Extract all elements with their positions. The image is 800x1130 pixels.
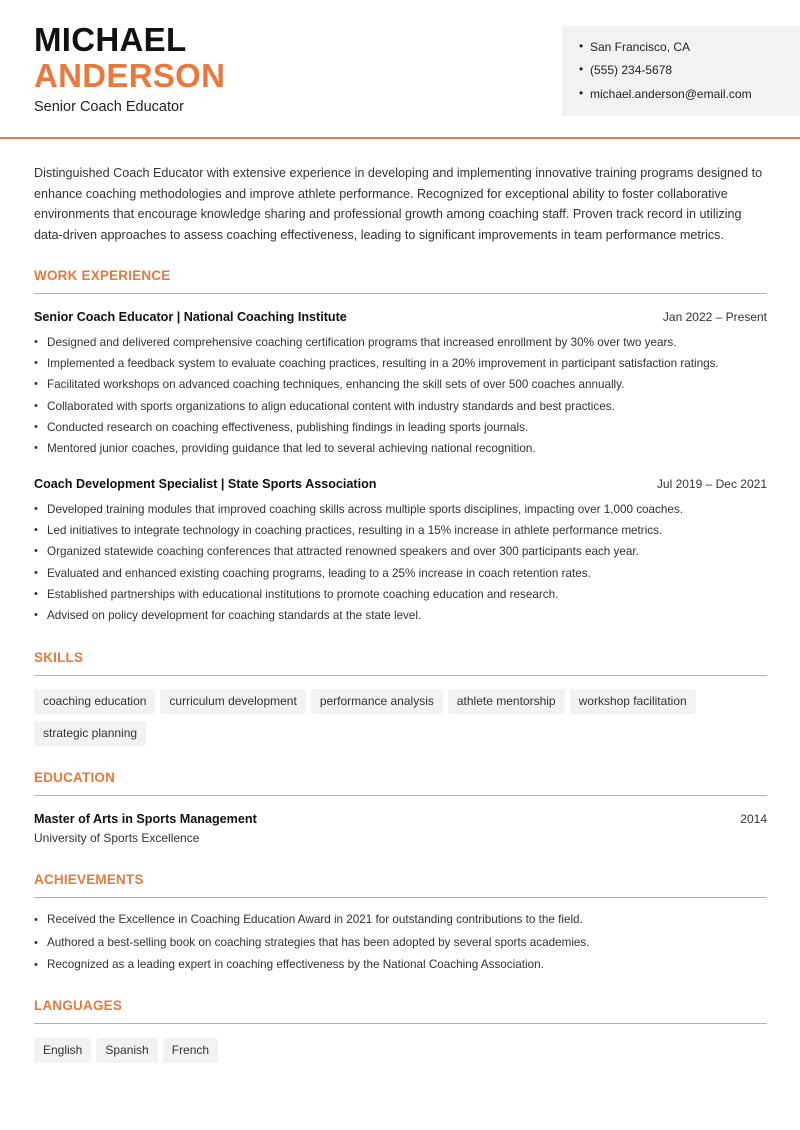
languages-list — [34, 1038, 774, 1070]
job-header — [34, 310, 767, 324]
skills-list — [34, 689, 774, 753]
list-item: • Developed training modules that improved coaching skills across multiple sports disciplines, impacting over 1,000 coaches. — [34, 499, 774, 520]
job-dates: Jan 2022 – Present — [662, 310, 767, 324]
list-item: • Mentored junior coaches, providing guidance that led to several achieving national recognition. — [34, 438, 774, 459]
job-bullets — [34, 332, 774, 459]
section-title-languages: LANGUAGES — [34, 998, 767, 1024]
contact-email[interactable]: • michael.anderson@email.com — [580, 87, 752, 101]
language-chip: French — [163, 1038, 218, 1063]
list-item: • Recognized as a leading expert in coaching effectiveness by the National Coaching Association. — [34, 954, 774, 977]
list-item: • Collaborated with sports organizations to align educational content with industry standards and best practices. — [34, 396, 774, 417]
job-role: Senior Coach Educator | National Coaching Institute — [34, 310, 347, 324]
education-year: 2014 — [740, 812, 767, 826]
resume-header — [0, 0, 800, 139]
contact-box — [562, 26, 800, 116]
skill-chip: athlete mentorship — [448, 689, 565, 714]
list-item: • Implemented a feedback system to evaluate coaching practices, resulting in a 20% improvement in participant satisfaction ratings. — [34, 353, 774, 374]
education-degree: Master of Arts in Sports Management — [34, 812, 257, 826]
skill-chip: coaching education — [34, 689, 155, 714]
section-title-work: WORK EXPERIENCE — [34, 268, 767, 294]
skill-chip: workshop facilitation — [570, 689, 696, 714]
job-role: Coach Development Specialist | State Sports Association — [34, 477, 377, 491]
list-item: • Organized statewide coaching conferences that attracted renowned speakers and over 300 participants each year. — [34, 541, 774, 562]
list-item: • Received the Excellence in Coaching Education Award in 2021 for outstanding contributions to the field. — [34, 909, 774, 932]
list-item: • Established partnerships with educational institutions to promote coaching education and research. — [34, 584, 774, 605]
list-item: • Conducted research on coaching effectiveness, publishing findings in leading sports journals. — [34, 417, 774, 438]
section-title-skills: SKILLS — [34, 650, 767, 676]
contact-phone: • (555) 234-5678 — [580, 63, 672, 77]
last-name: ANDERSON — [34, 57, 226, 94]
section-title-achievements: ACHIEVEMENTS — [34, 872, 767, 898]
job-title: Senior Coach Educator — [34, 99, 184, 115]
list-item: • Facilitated workshops on advanced coaching techniques, enhancing the skill sets of over 500 coaches annually. — [34, 374, 774, 395]
language-chip: Spanish — [96, 1038, 157, 1063]
contact-location: • San Francisco, CA — [580, 40, 690, 54]
list-item: • Evaluated and enhanced existing coaching programs, leading to a 25% increase in coach retention rates. — [34, 563, 774, 584]
job-dates: Jul 2019 – Dec 2021 — [656, 477, 767, 491]
full-name — [34, 22, 225, 94]
job-header — [34, 477, 767, 491]
skill-chip: curriculum development — [160, 689, 305, 714]
job-bullets — [34, 499, 774, 626]
professional-summary: Distinguished Coach Educator with extensive experience in developing and implementing innovative training programs designed to enhance coaching methodologies and improve athlete performance. Recognized for exceptional ability to foster collaborative environments that encourage knowledge sharing and professional growth among coaching staff. Proven track record in utilizing data-driven approaches to assess coaching effectiveness, leading to significant improvements in team performance metrics. — [34, 166, 763, 242]
language-chip: English — [34, 1038, 91, 1063]
section-title-education: EDUCATION — [34, 770, 767, 796]
list-item: • Advised on policy development for coaching standards at the state level. — [34, 605, 774, 626]
education-school: University of Sports Excellence — [34, 831, 200, 845]
list-item: • Designed and delivered comprehensive coaching certification programs that increased enrollment by 30% over two years. — [34, 332, 774, 353]
skill-chip: strategic planning — [34, 721, 146, 746]
list-item: • Led initiatives to integrate technology in coaching practices, resulting in a 15% increase in athlete performance metrics. — [34, 520, 774, 541]
first-name: MICHAEL — [34, 21, 187, 58]
achievement-list — [34, 909, 774, 977]
skill-chip: performance analysis — [311, 689, 443, 714]
list-item: • Authored a best-selling book on coaching strategies that has been adopted by several sports academies. — [34, 932, 774, 955]
